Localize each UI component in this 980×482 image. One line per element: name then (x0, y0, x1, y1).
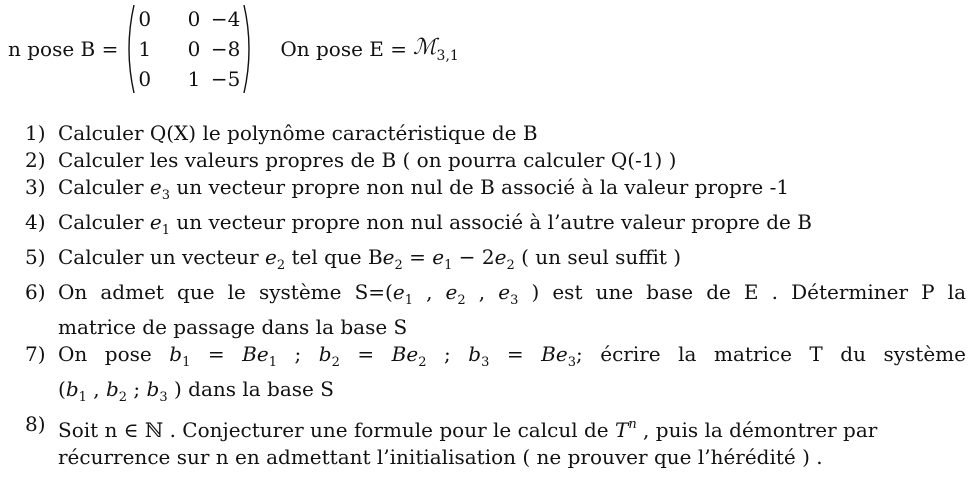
item-text: Calculer $e_1$ un vecteur propre non nul associé à l’autre valeur propre de B (58, 210, 812, 238)
item-number: 4) (25, 210, 46, 234)
matrix-grid (136, 3, 242, 95)
item-text: Calculer Q(X) le polynôme caractéristique de B (58, 121, 538, 145)
matrix-cell: 0 (138, 67, 152, 91)
item-text: Calculer un vecteur $e_2$ tel que $Be_2 = e_1 - 2e_2$ ( un seul suffit ) (58, 245, 682, 273)
list-item (0, 147, 980, 174)
item-text: Calculer $e_3$ un vecteur propre non nul de B associé à la valeur propre -1 (58, 175, 790, 203)
item-text-line-2: matrice de passage dans la base S (58, 315, 408, 339)
list-item (0, 341, 980, 411)
right-paren-icon (242, 3, 256, 95)
list-item (0, 279, 980, 341)
matrix-b (122, 3, 256, 95)
item-number: 7) (25, 342, 46, 366)
left-paren-icon (122, 3, 136, 95)
item-text-line-1: Soit n ∈ ℕ . Conjecturer une formule pour le calcul de $T^n$ , puis la démontrer par (58, 417, 878, 442)
matrix-space-symbol: ℳ$_{3,1}$ (413, 34, 459, 64)
item-text-line-2: récurrence sur n en admettant l’initialisation ( ne prouver que l’hérédité ) . (58, 445, 823, 469)
matrix-cell: −8 (210, 37, 241, 61)
matrix-cell: 1 (138, 37, 152, 61)
list-item (0, 120, 980, 147)
list-item (0, 174, 980, 209)
item-number: 5) (25, 245, 46, 269)
item-text: Calculer les valeurs propres de B ( on pourra calculer Q(-1) ) (58, 148, 677, 172)
question-list (0, 120, 980, 471)
item-number: 6) (25, 280, 46, 304)
item-number: 8) (25, 412, 46, 436)
space-definition: On pose E = (280, 37, 408, 61)
item-text-line-1: On pose $b_1 = Be_1$ ; $b_2 = Be_2$ ; $b_3 = Be_3$; écrire la matrice T du système (58, 342, 966, 370)
item-number: 2) (25, 148, 46, 172)
item-number: 1) (25, 121, 46, 145)
item-text-line-2: ($b_1$ , $b_2$ ; $b_3$ ) dans la base S (58, 377, 334, 405)
matrix-cell: −4 (210, 7, 241, 31)
list-item (0, 209, 980, 244)
item-text-line-1: On admet que le système $S=(e_1$ , $e_2$ , $e_3$ ) est une base de E . Déterminer P la (58, 280, 966, 308)
matrix-cell: −5 (210, 67, 241, 91)
matrix-cell: 1 (187, 67, 201, 91)
item-number: 3) (25, 175, 46, 199)
matrix-cell: 0 (138, 7, 152, 31)
matrix-definition (8, 0, 459, 98)
definition-prefix: n pose B = (8, 37, 119, 61)
matrix-cell: 0 (187, 37, 201, 61)
list-item (0, 411, 980, 471)
matrix-cell: 0 (187, 7, 201, 31)
list-item (0, 244, 980, 279)
